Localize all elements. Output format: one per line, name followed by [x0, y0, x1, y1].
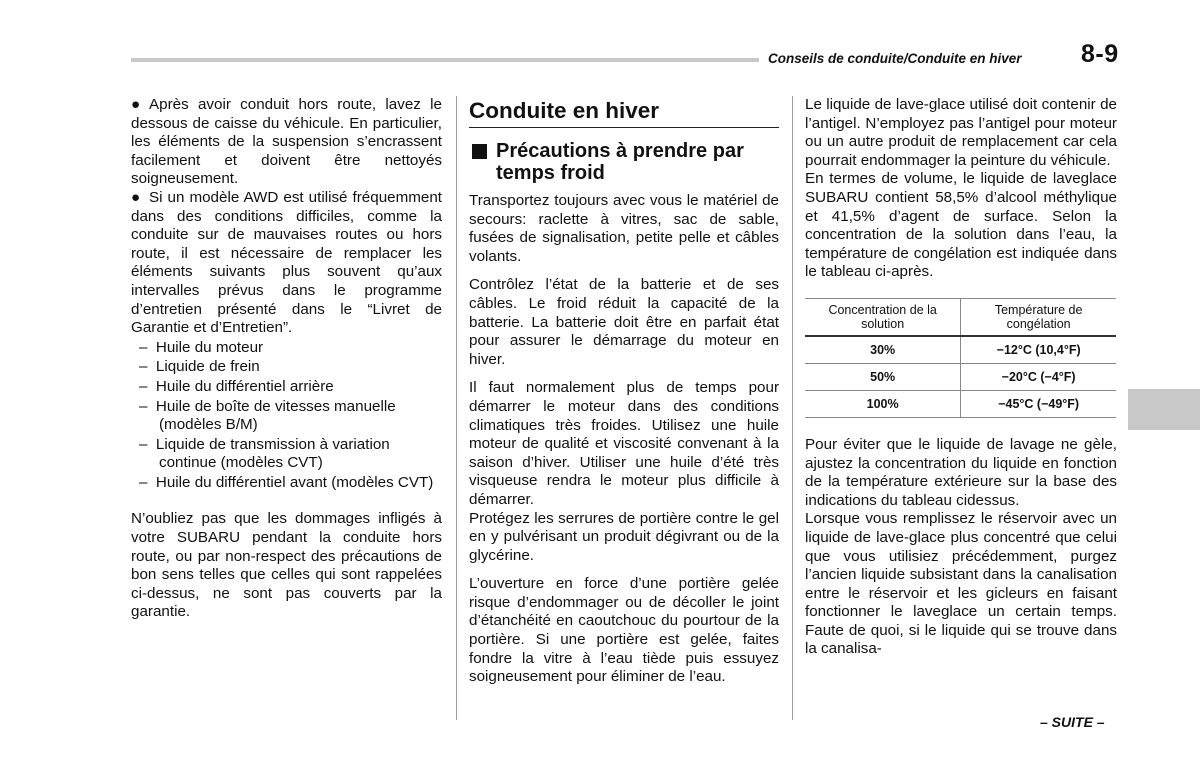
bullet-paragraph	[131, 96, 442, 189]
body-paragraph: Transportez toujours avec vous le matériel de secours: raclette à vitres, sac de sable, fusées de signalisation, petite pelle et câbles volants.	[469, 192, 779, 265]
table-header-temperature: Température de congélation	[961, 298, 1116, 336]
bullet-text: Si un modèle AWD est utilisé fréquemment dans des conditions difficiles, comme la conduite sur de mauvaises routes ou hors route, il est nécessaire de remplacer les éléments suivants plus souvent qu’aux intervalles prévus dans le programme d’entretien présenté dans le “Livret de Garantie et d’Entretien”.	[131, 188, 442, 337]
dash-item: – Liquide de frein	[139, 358, 260, 376]
dash-item: – Huile de boîte de vitesses manuelle (modèles B/M)	[139, 397, 396, 434]
body-paragraph: L’ouverture en force d’une portière gelée risque d’endommager ou de décoller le joint d’étanchéité en caoutchouc du pourtour de la portière. Si une portière est gelée, faites fondre la vitre à l’eau tiède puis essuyez soigneusement pour éliminer de l’eau.	[469, 575, 779, 686]
column-divider-2	[792, 96, 793, 720]
table-row	[805, 363, 1116, 390]
bullet-dot-icon: ●	[131, 188, 141, 206]
table-cell-temperature: −20°C (−4°F)	[961, 363, 1116, 390]
dash-item: – Huile du différentiel avant (modèles CVT)	[139, 473, 434, 491]
column-divider-1	[456, 96, 457, 720]
dash-item-text: Huile du moteur	[155, 338, 264, 356]
bullet-text: Après avoir conduit hors route, lavez le dessous de caisse du véhicule. En particulier, les éléments de la suspension s’encrassent facilement et doivent être nettoyés soigneusement.	[131, 96, 442, 188]
closing-paragraph: N’oubliez pas que les dommages infligés à votre SUBARU pendant la conduite hors route, ou par non-respect des précautions de bon sens telles que celles qui sont rappelées ci-dessus, ne sont pas couverts par la garantie.	[131, 510, 442, 621]
table-row	[805, 390, 1116, 417]
column-3	[805, 96, 1117, 659]
header-rule	[131, 58, 759, 62]
dash-item-text: Liquide de transmission à variation continue (modèles CVT)	[155, 435, 390, 472]
page-number: 8-9	[1081, 40, 1119, 68]
continued-label: – SUITE –	[1040, 714, 1105, 730]
body-paragraph: Protégez les serrures de portière contre le gel en y pulvérisant un produit dégivrant ou de la glycérine.	[469, 509, 779, 564]
table-cell-concentration: 50%	[805, 363, 961, 390]
body-paragraph: Il faut normalement plus de temps pour démarrer le moteur dans des conditions climatiques très froides. Utilisez une huile moteur de qualité et viscosité convenant à la saison d’hiver. Utiliser une huile d’été très visqueuse rendra le moteur plus difficile à démarrer.	[469, 379, 779, 508]
section-title: Conduite en hiver	[469, 98, 779, 128]
chapter-thumb-tab	[1128, 389, 1200, 430]
header-chapter-title: Conseils de conduite/Conduite en hiver	[768, 51, 1022, 66]
column-1	[131, 96, 442, 622]
table-cell-concentration: 30%	[805, 336, 961, 364]
table-header-concentration: Concentration de la solution	[805, 298, 961, 336]
table-cell-temperature: −12°C (10,4°F)	[961, 336, 1116, 364]
table-header-row	[805, 298, 1116, 336]
body-paragraph: Le liquide de lave-glace utilisé doit contenir de l’antigel. N’employez pas l’antigel pour moteur ou un autre produit de remplacement car cela pourrait endommager la peinture du véhicule.	[805, 96, 1117, 169]
subsection-title	[469, 140, 779, 184]
table-cell-temperature: −45°C (−49°F)	[961, 390, 1116, 417]
dash-item: – Huile du différentiel arrière	[139, 377, 334, 395]
table-cell-concentration: 100%	[805, 390, 961, 417]
dash-item-text: Huile de boîte de vitesses manuelle (modèles B/M)	[155, 397, 396, 434]
body-paragraph: Contrôlez l’état de la batterie et de ses câbles. Le froid réduit la capacité de la batterie. La batterie doit être en parfait état pour assurer le démarrage du moteur en hiver.	[469, 276, 779, 368]
bullet-paragraph	[131, 189, 442, 338]
dash-item: – Liquide de transmission à variation continue (modèles CVT)	[139, 435, 390, 472]
dash-item-text: Huile du différentiel avant (modèles CVT)	[155, 473, 434, 491]
dash-item: – Huile du moteur	[139, 338, 264, 356]
square-bullet-icon	[472, 144, 487, 159]
body-paragraph: En termes de volume, le liquide de laveglace SUBARU contient 58,5% d’alcool méthylique et 41,5% d’agent de surface. Selon la concentration de la solution dans l’eau, la température de congélation est indiquée dans le tableau ci-après.	[805, 170, 1117, 281]
body-paragraph: Pour éviter que le liquide de lavage ne gèle, ajustez la concentration du liquide en fonction de la température extérieure sur la base des indications du tableau cidessus.	[805, 435, 1117, 509]
body-paragraph: Lorsque vous remplissez le réservoir avec un liquide de lave-glace plus concentré que celui que vous utilisiez précédemment, purgez l’ancien liquide subsistant dans la canalisation entre le réservoir et les gicleurs en faisant fonctionner le laveglace un certain temps. Faute de quoi, si le liquide qui se trouve dans la canalisa-	[805, 510, 1117, 658]
column-2	[469, 96, 779, 687]
dash-item-text: Huile du différentiel arrière	[155, 377, 334, 395]
freezing-point-table	[805, 298, 1116, 418]
dash-item-text: Liquide de frein	[155, 358, 260, 376]
bullet-dot-icon: ●	[131, 96, 141, 113]
table-row	[805, 336, 1116, 364]
subsection-title-text: Précautions à prendre par temps froid	[496, 140, 744, 184]
